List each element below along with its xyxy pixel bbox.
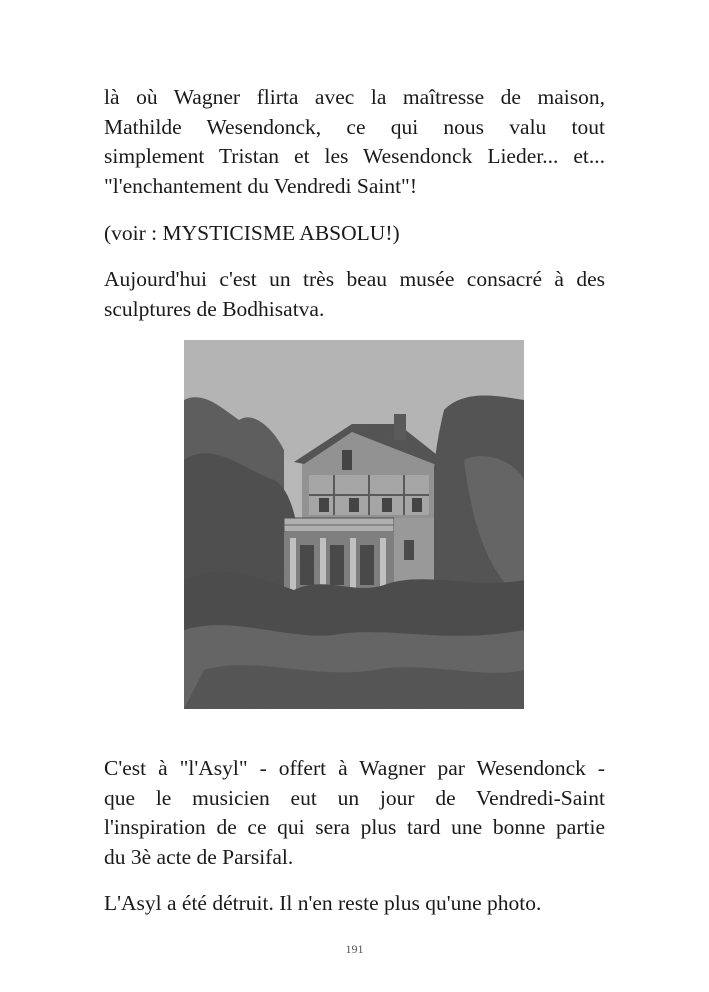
paragraph-asyl-parsifal [104,754,605,872]
text-line: C'est à "l'Asyl" - offert à Wagner par Wesendonck - [104,756,605,780]
text-line: là où Wagner flirta avec la maîtresse de maison, [104,85,605,109]
text-line: simplement Tristan et les Wesendonck Lieder... et... [104,144,605,168]
text-line: l'inspiration de ce qui sera plus tard une bonne partie [104,815,605,839]
text-line: L'Asyl a été détruit. Il n'en reste plus qu'une photo. [104,891,542,915]
villa-photograph [184,340,524,709]
paragraph-cross-reference [104,219,605,249]
text-line: (voir : MYSTICISME ABSOLU!) [104,221,400,245]
text-line: que le musicien eut un jour de Vendredi-Saint [104,785,605,810]
text-line: "l'enchantement du Vendredi Saint"! [104,173,417,198]
text-line: Mathilde Wesendonck, ce qui nous valu tout [104,114,605,139]
text-line: du 3è acte de Parsifal. [104,844,294,869]
text-line: sculptures de Bodhisatva. [104,296,325,321]
paragraph-asyl-destroyed [104,889,605,919]
paragraph-museum [104,265,605,324]
paragraph-wagner-flirt [104,83,605,201]
text-line: Aujourd'hui c'est un très beau musée consacré à des [104,267,605,291]
villa-photo-illustration [184,340,524,709]
page-number: 191 [345,942,364,956]
